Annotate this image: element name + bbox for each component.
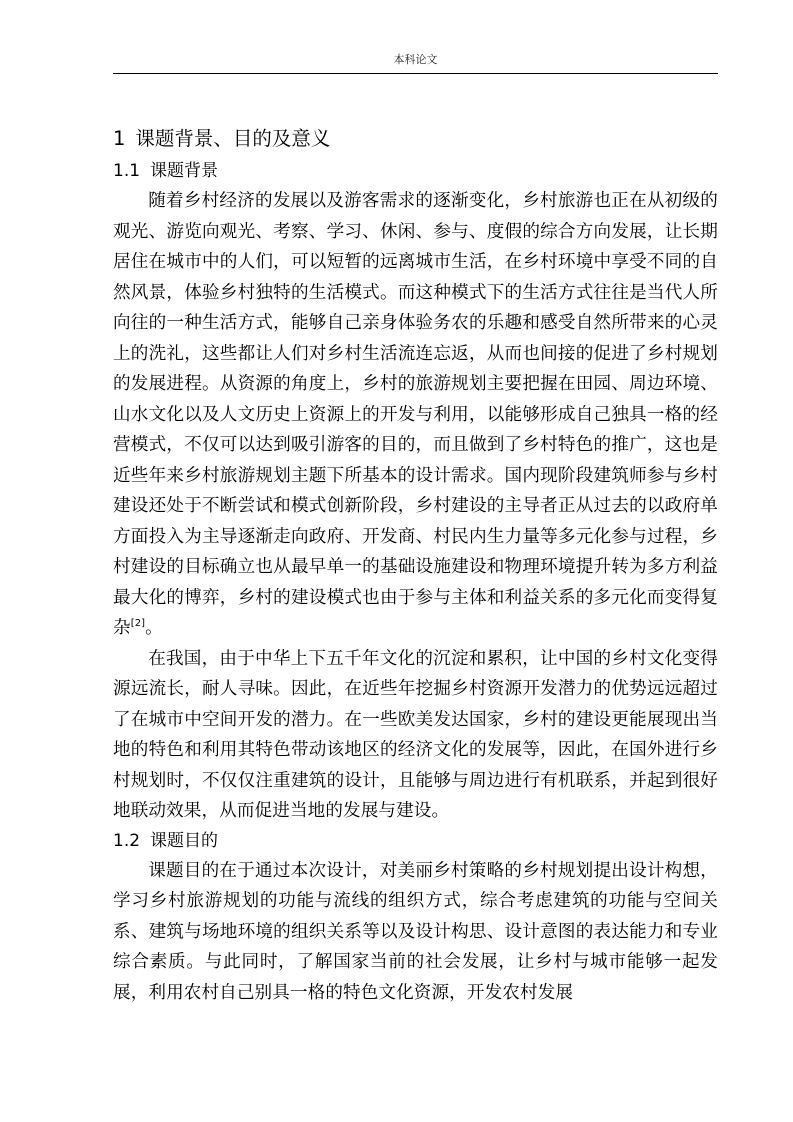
citation-marker: [2] — [130, 618, 146, 630]
subsection-heading-background — [113, 157, 718, 185]
subsection-title: 课题目的 — [150, 830, 219, 851]
paragraph-purpose-1: 课题目的在于通过本次设计，对美丽乡村策略的乡村规划提出设计构想，学习乡村旅游规划的功能与流线的组织方式，综合考虑建筑的功能与空间关系、建筑与场地环境的组织关系等以及设计构思、设计意图的表达能力和专业综合素质。与此同时，了解国家当前的社会发展，让乡村与城市能够一起发展，利用农村自己别具一格的特色文化资源，开发农村发展 — [113, 860, 718, 1003]
subsection-number: 1.1 — [113, 161, 141, 181]
header-rule — [113, 73, 718, 74]
paragraph-background-2: 在我国，由于中华上下五千年文化的沉淀和累积，让中国的乡村文化变得源远流长，耐人寻味。因此，在近些年挖掘乡村资源开发潜力的优势远远超过了在城市中空间开发的潜力。在一些欧美发达国家，乡村的建设更能展现出当地的特色和利用其特色带动该地区的经济文化的发展等，因此，在国外进行乡村规划时，不仅仅注重建筑的设计，且能够与周边进行有机联系，并起到很好地联动效果，从而促进当地的发展与建设。 — [113, 648, 718, 821]
paragraph-text: 随着乡村经济的发展以及游客需求的逐渐变化，乡村旅游也正在从初级的观光、游览向观光、考察、学习、休闲、参与、度假的综合方向发展，让长期居住在城市中的人们，可以短暂的远离城市生活，在乡村环境中享受不同的自然风景，体验乡村独特的生活模式。而这种模式下的生活方式往往是当代人所向往的一种生活方式，能够自己亲身体验务农的乐趣和感受自然所带来的心灵上的洗礼，这些都让人们对乡村生活流连忘返，从而也间接的促进了乡村规划的发展进程。从资源的角度上，乡村的旅游规划主要把握在田园、周边环境、山水文化以及人文历史上资源上的开发与利用，以能够形成自己独具一格的经营模式，不仅可以达到吸引游客的目的，而且做到了乡村特色的推广，这也是近些年来乡村旅游规划主题下所基本的设计需求。国内现阶段建筑师参与乡村建设还处于不断尝试和模式创新阶段，乡村建设的主导者正从过去的以政府单方面投入为主导逐渐走向政府、开发商、村民内生力量等多元化参与过程，乡村建设的目标确立也从最早单一的基础设施建设和物理环境提升转为多方利益最大化的博弈，乡村的建设模式也由于参与主体和利益关系的多元化而变得复杂 — [113, 191, 718, 638]
page-body — [113, 124, 718, 1008]
subsection-number: 1.2 — [113, 830, 141, 851]
running-header: 本科论文 — [393, 53, 438, 66]
section-title: 课题背景、目的及意义 — [135, 127, 331, 150]
paragraph-background-1 — [113, 186, 718, 644]
subsection-heading-purpose — [113, 827, 718, 855]
section-heading — [113, 124, 718, 154]
subsection-title: 课题背景 — [150, 161, 219, 181]
section-number: 1 — [113, 127, 126, 150]
paragraph-end-punct: 。 — [145, 618, 163, 638]
